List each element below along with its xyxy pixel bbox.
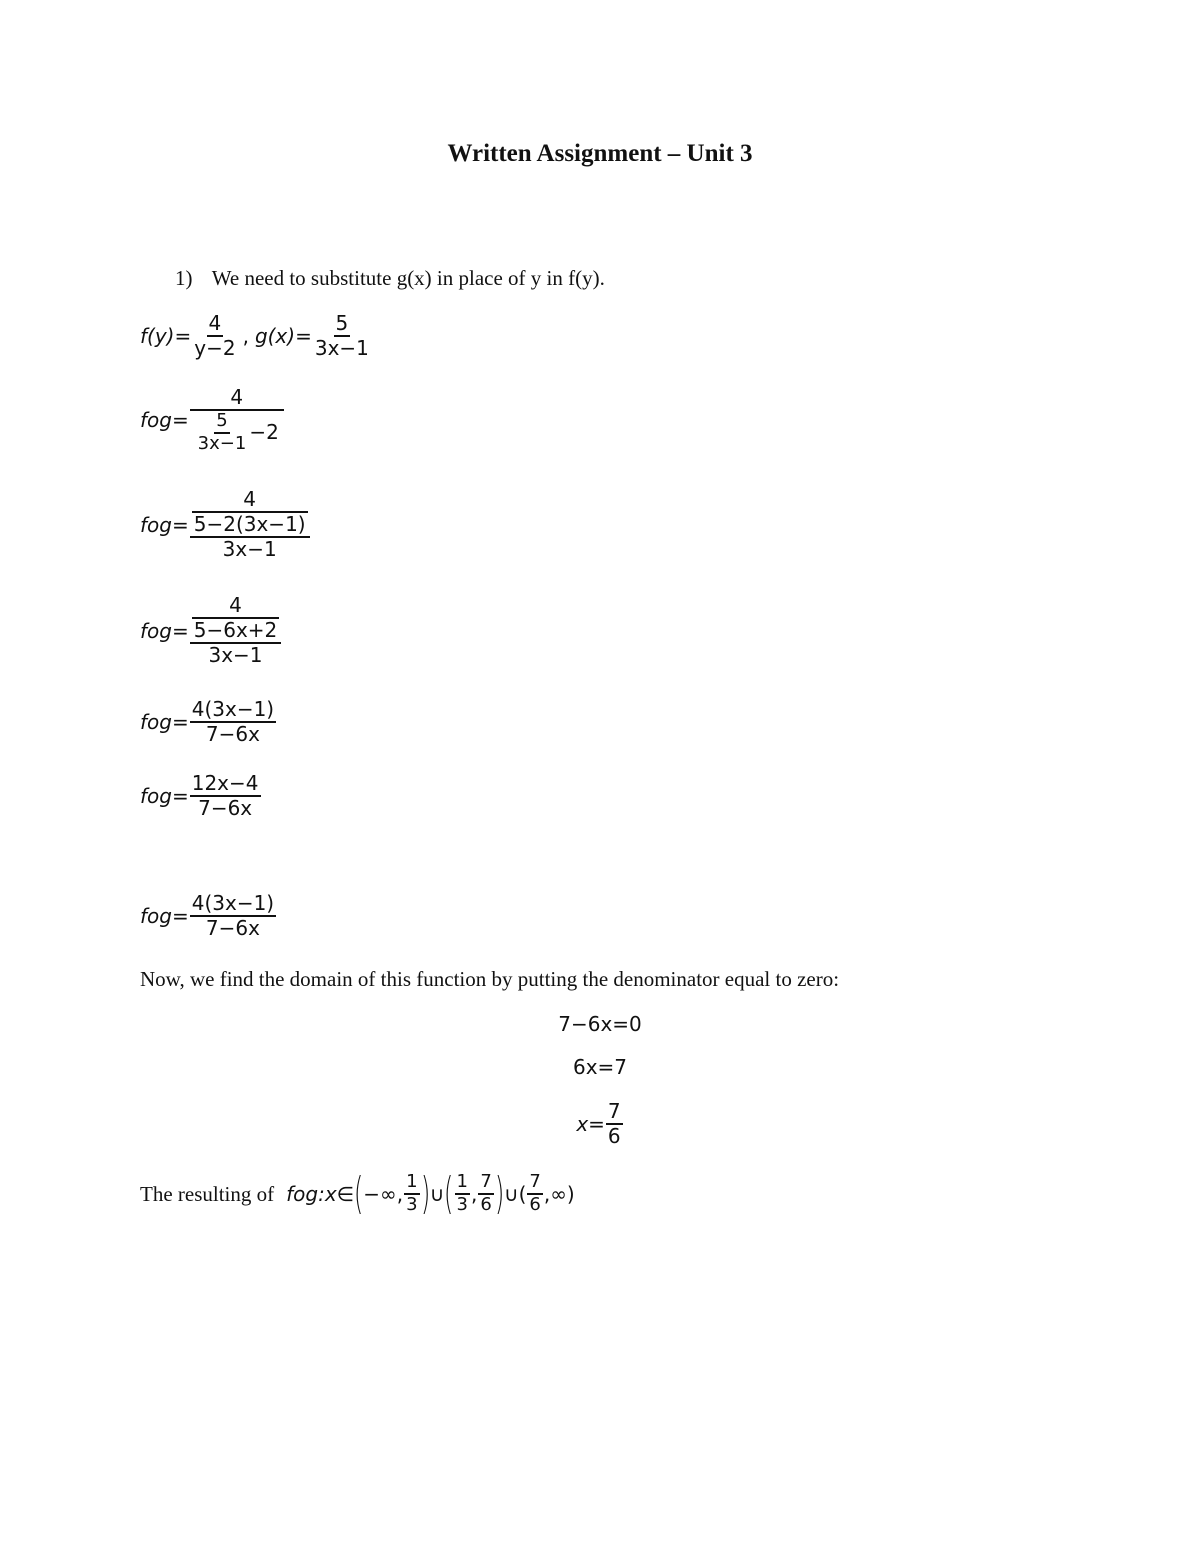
domain-result	[140, 1168, 575, 1219]
f-fraction	[192, 312, 237, 360]
fog-lhs: fog=	[140, 784, 189, 808]
numerator: 7	[527, 1172, 542, 1195]
definition-equation	[140, 312, 372, 360]
numerator: 1	[455, 1172, 470, 1195]
fog-lhs: fog=	[140, 512, 189, 537]
union-symbol: ∪(	[503, 1182, 527, 1206]
left-paren: (	[444, 1168, 454, 1219]
neg-infinity: −∞,	[363, 1182, 404, 1206]
denominator: 7−6x	[205, 722, 260, 746]
f-numerator: 4	[208, 311, 222, 335]
union-symbol: ∪	[429, 1182, 445, 1206]
denominator: 7−6x	[205, 916, 260, 940]
fog-lhs: fog=	[140, 904, 189, 928]
g-fraction	[313, 312, 371, 360]
f-denominator: y−2	[194, 336, 236, 360]
comma: ,	[242, 324, 249, 348]
fog-step-5	[140, 772, 262, 820]
fraction	[190, 772, 261, 820]
minus-two: −2	[249, 420, 279, 445]
denominator: 6	[529, 1194, 541, 1215]
numerator: 4(3x−1)	[191, 697, 275, 721]
comma: ,	[470, 1182, 478, 1206]
numerator: 4	[243, 487, 257, 511]
document-title: Written Assignment – Unit 3	[447, 140, 753, 167]
f-lhs: f(y)=	[140, 324, 192, 348]
x-lhs: x=	[576, 1112, 605, 1136]
result-lhs: fog:x∈	[286, 1182, 355, 1206]
fog-step-4	[140, 698, 277, 746]
compound-fraction	[190, 488, 310, 561]
interval-bound-4	[527, 1172, 542, 1215]
left-paren: (	[353, 1168, 364, 1219]
right-paren: )	[494, 1168, 505, 1219]
numerator: 4	[190, 386, 284, 411]
fog-lhs: fog=	[140, 710, 189, 734]
denominator: 3	[456, 1194, 468, 1215]
fog-lhs: fog=	[140, 618, 189, 643]
inner-numerator: 5−2(3x−1)	[193, 512, 306, 536]
fog-step-1	[140, 386, 285, 454]
solve-step-3	[0, 1100, 1200, 1148]
numerator: 1	[404, 1172, 419, 1195]
numerator: 12x−4	[191, 771, 259, 795]
inner-fraction	[196, 411, 249, 454]
result-text: The resulting of	[140, 1181, 275, 1206]
interval-bound-2	[455, 1172, 470, 1215]
denominator: 6	[607, 1124, 621, 1148]
inner-denominator: 3x−1	[222, 537, 277, 561]
numerator: 7	[607, 1099, 621, 1123]
compound-fraction	[190, 594, 282, 667]
inner-denominator: 3x−1	[197, 432, 247, 454]
right-paren: )	[420, 1168, 430, 1219]
numerator-block	[190, 594, 282, 644]
fraction	[190, 698, 276, 746]
g-denominator: 3x−1	[314, 336, 369, 360]
numerator: 4	[229, 593, 242, 617]
g-lhs: g(x)=	[254, 324, 312, 348]
domain-text: Now, we find the domain of this function by putting the denominator equal to zero:	[140, 967, 840, 991]
denominator: 7−6x	[198, 796, 253, 820]
fraction	[190, 892, 276, 940]
fog-lhs: fog=	[140, 408, 189, 433]
question-intro: We need to substitute g(x) in place of y in f(y).	[211, 266, 605, 290]
interval-bound-3	[478, 1172, 493, 1215]
pos-infinity: ,∞)	[543, 1182, 575, 1206]
fog-step-3	[140, 594, 282, 667]
numerator: 4(3x−1)	[191, 891, 275, 915]
fog-step-2	[140, 488, 311, 561]
inner-numerator: 5−6x+2	[193, 618, 278, 642]
compound-fraction	[190, 386, 284, 454]
fog-final	[140, 892, 277, 940]
solution-fraction	[606, 1100, 623, 1148]
interval-bound-1	[404, 1172, 419, 1215]
inner-denominator: 3x−1	[208, 643, 263, 667]
question-number: 1)	[175, 266, 193, 290]
solve-step-2: 6x=7	[572, 1055, 628, 1079]
denominator: 3	[406, 1194, 418, 1215]
numerator: 7	[478, 1172, 493, 1195]
question-1	[175, 266, 605, 291]
g-numerator: 5	[335, 311, 349, 335]
denominator	[193, 411, 281, 454]
inner-numerator: 5	[214, 411, 229, 434]
numerator-block	[190, 488, 310, 538]
solve-step-1: 7−6x=0	[558, 1012, 642, 1036]
denominator: 6	[480, 1194, 492, 1215]
